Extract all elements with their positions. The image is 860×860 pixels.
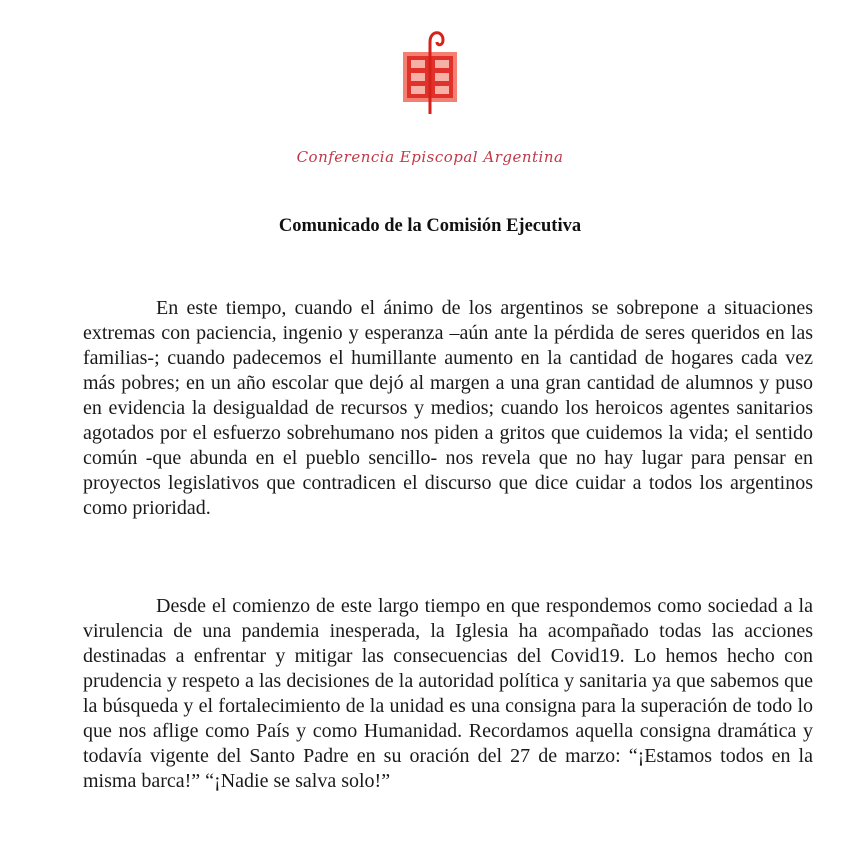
crozier-shield-logo-icon [393,28,467,116]
paragraph: Desde el comienzo de este largo tiempo en que respondemos como sociedad a la virulencia de una pandemia inesperada, la Iglesia ha acompañado todas las acciones destinadas a enfrentar y mitigar las consecuencias del Covid19. Lo hemos hecho con prudencia y respeto a las decisiones de la autoridad política y sanitaria ya que sabemos que la búsqueda y el fortalecimiento de la unidad es una consigna para la superación de todo lo que nos aflige como País y como Humanidad. Recordamos aquella consigna dramática y todavía vigente del Santo Padre en su oración del 27 de marzo: “¡Estamos todos en la misma barca!” “¡Nadie se salva solo!” [83,595,813,792]
paragraph-1-container [83,296,813,521]
page-title: Comunicado de la Comisión Ejecutiva [278,216,582,236]
organization-name: Conferencia Episcopal Argentina [296,148,564,166]
paragraph: En este tiempo, cuando el ánimo de los argentinos se sobrepone a situaciones extremas con paciencia, ingenio y esperanza –aún ante la pérdida de seres queridos en las familias-; cuando padecemos el humillante aumento en la cantidad de hogares cada vez más pobres; en un año escolar que dejó al margen a una gran cantidad de alumnos y puso en evidencia la desigualdad de recursos y medios; cuando los heroicos agentes sanitarios agotados por el esfuerzo sobrehumano nos piden a gritos que cuidemos la vida; el sentido común -que abunda en el pueblo sencillo- nos revela que no hay lugar para pensar en proyectos legislativos que contradicen el discurso que dice cuidar a todos los argentinos como prioridad. [83,297,813,519]
paragraph-2-container [83,594,813,794]
